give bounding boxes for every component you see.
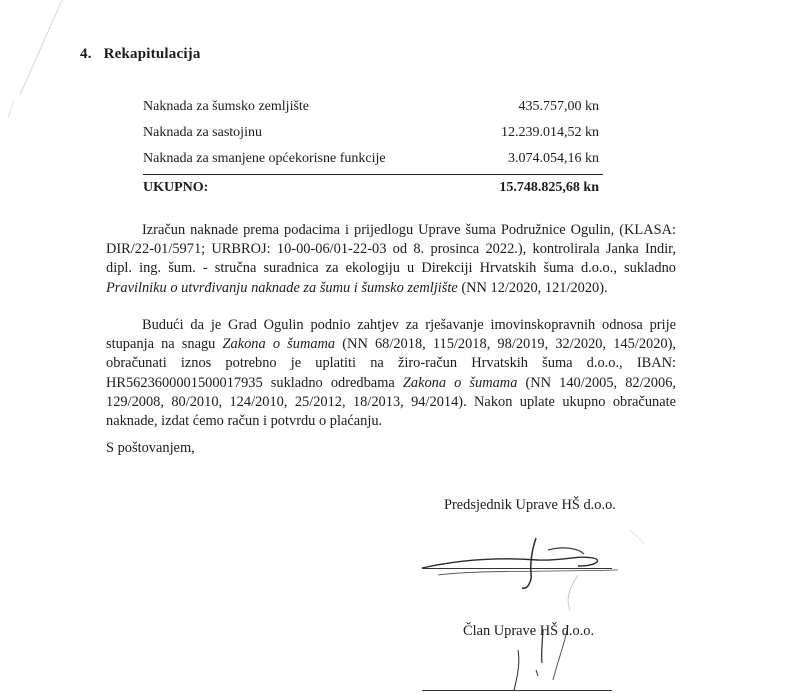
regulation-title: Pravilniku o utvrđivanju naknade za šumu i šumsko zemljište — [106, 279, 458, 296]
president-title: Predsjednik Uprave HŠ d.o.o. — [444, 497, 616, 513]
recap-amount: 3.074.054,16 kn — [508, 151, 599, 166]
recap-label: Naknada za smanjene općekorisne funkcije — [143, 151, 386, 166]
recap-table — [143, 94, 603, 201]
payment-paragraph — [106, 316, 676, 431]
section-heading — [80, 46, 201, 63]
recap-row — [143, 146, 603, 172]
scan-artifact-line — [0, 0, 80, 120]
paragraph-text: (NN 68/2018, 115/2018, 98/2019, 32/2020, 145/2020), obračunati iznos potrebno je uplatiti na žiro-račun Hrvatskih šuma d.o.o., IBAN: HR5623600001500017935 sukladno odredbama — [106, 336, 676, 391]
section-title: Rekapitulacija — [103, 46, 201, 62]
paragraph-text: (NN 12/2020, 121/2020). — [457, 279, 608, 296]
recap-label: Naknada za sastojinu — [143, 125, 262, 140]
paragraph-text: Budući da je Grad Ogulin podnio zahtjev za rješavanje imovinskopravnih odnosa prije stupanja na snagu — [106, 317, 676, 353]
section-number: 4. — [80, 46, 92, 62]
total-amount: 15.748.825,68 kn — [499, 180, 599, 195]
recap-row — [143, 94, 603, 120]
recap-label: Naknada za šumsko zemljište — [143, 99, 310, 114]
calculation-paragraph — [106, 221, 676, 298]
paragraph-text: Izračun naknade prema podacima i prijedlogu Uprave šuma Podružnice Ogulin, (KLASA: DIR/22-01/5971; URBROJ: 10-00-06/01-22-03 od 8. prosinca 2022.), kontrolirala Janka Indir, dipl. ing. šum. - stručna suradnica za ekologiju u Direkciji Hrvatskih šuma d.o.o., sukladno — [106, 222, 676, 277]
closing-greeting: S poštovanjem, — [106, 440, 195, 456]
board-member-title: Član Uprave HŠ d.o.o. — [463, 623, 595, 639]
signature-line — [422, 568, 612, 569]
signature-line — [422, 690, 612, 691]
recap-amount: 12.239.014,52 kn — [501, 125, 599, 140]
law-title: Zakona o šumama — [402, 374, 518, 391]
recap-total-row — [143, 174, 603, 201]
law-title: Zakona o šumama — [222, 336, 336, 353]
handwritten-signature — [418, 530, 658, 693]
total-label: UKUPNO: — [143, 180, 209, 195]
recap-row — [143, 120, 603, 146]
paragraph-text: (NN 140/2005, 82/2006, 129/2008, 80/2010, 124/2010, 25/2012, 18/2013, 94/2014). Nakon uplate ukupno obračunate naknade, izdat ćemo račun i potvrdu o plaćanju. — [106, 374, 676, 430]
recap-amount: 435.757,00 kn — [518, 99, 599, 114]
